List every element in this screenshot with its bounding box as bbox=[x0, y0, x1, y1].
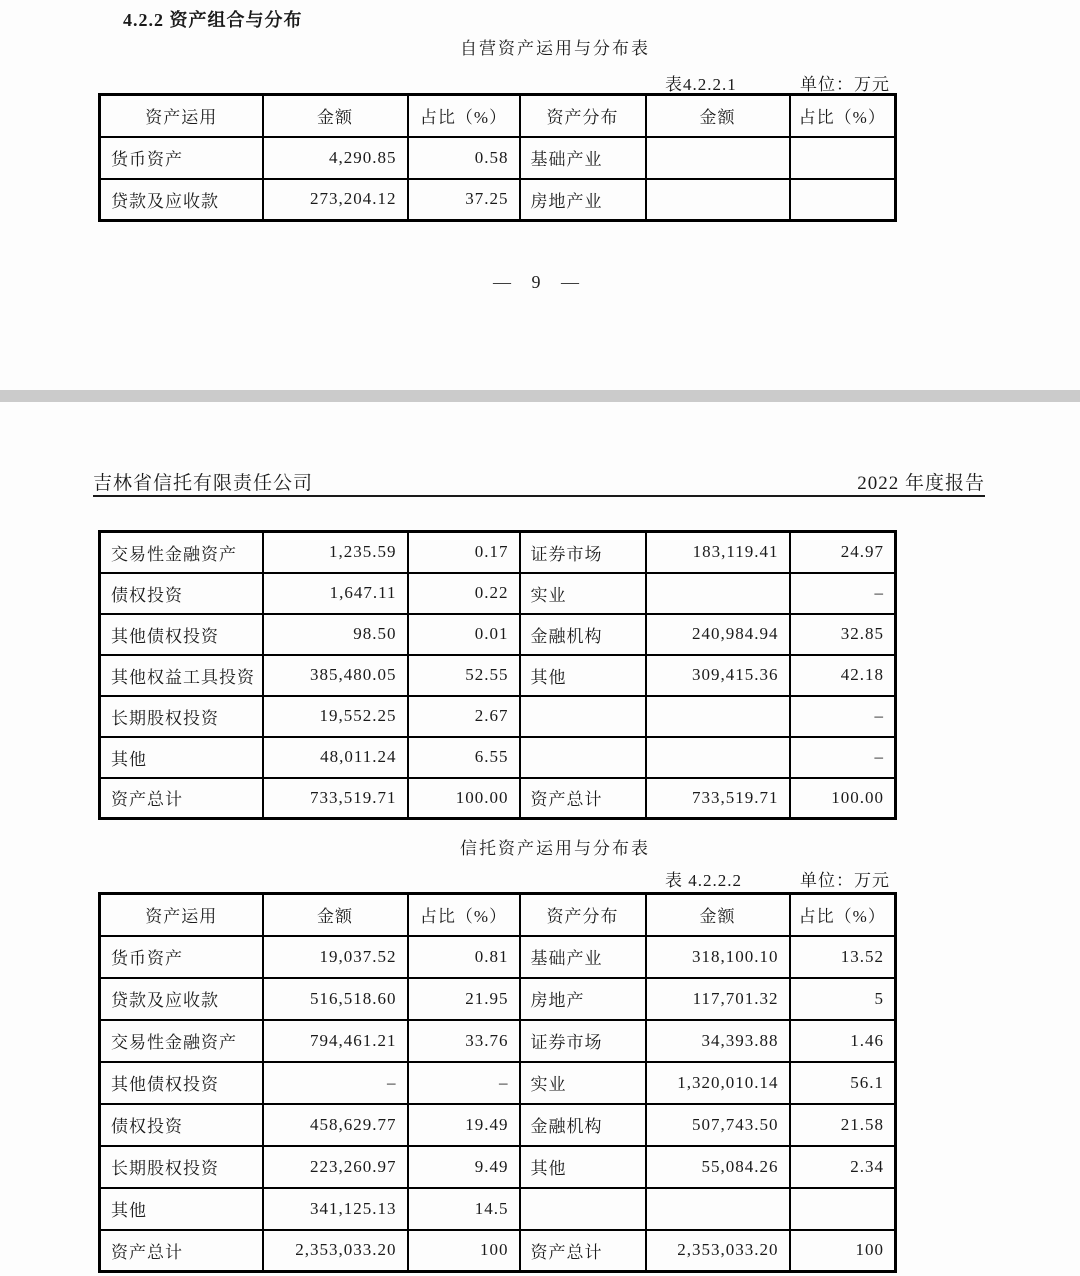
category-cell: 实业 bbox=[520, 1062, 646, 1104]
table-row bbox=[100, 936, 896, 978]
column-header: 占比（%） bbox=[408, 894, 520, 936]
value-cell: 117,701.32 bbox=[646, 978, 790, 1020]
table1-label-row bbox=[98, 70, 894, 94]
category-cell: 基础产业 bbox=[520, 137, 646, 179]
value-cell: 794,461.21 bbox=[263, 1020, 408, 1062]
table-row bbox=[100, 696, 896, 737]
table-row bbox=[100, 1188, 896, 1230]
value-cell: 21.95 bbox=[408, 978, 520, 1020]
value-cell: – bbox=[790, 696, 896, 737]
table-row bbox=[100, 655, 896, 696]
category-cell bbox=[520, 737, 646, 778]
table-row bbox=[100, 1146, 896, 1188]
value-cell: 19,037.52 bbox=[263, 936, 408, 978]
category-cell: 其他债权投资 bbox=[100, 1062, 263, 1104]
category-cell: 证券市场 bbox=[520, 532, 646, 573]
value-cell: 2.67 bbox=[408, 696, 520, 737]
table2-unit-label: 单位：万元 bbox=[800, 871, 890, 890]
page-break-divider bbox=[0, 390, 1080, 402]
value-cell: 223,260.97 bbox=[263, 1146, 408, 1188]
category-cell: 长期股权投资 bbox=[100, 1146, 263, 1188]
column-header: 金额 bbox=[263, 894, 408, 936]
value-cell: 9.49 bbox=[408, 1146, 520, 1188]
value-cell: 2,353,033.20 bbox=[646, 1230, 790, 1272]
table-row bbox=[100, 1104, 896, 1146]
value-cell: 733,519.71 bbox=[263, 778, 408, 819]
category-cell: 其他 bbox=[100, 737, 263, 778]
table-row bbox=[100, 137, 896, 179]
value-cell: 42.18 bbox=[790, 655, 896, 696]
column-header: 占比（%） bbox=[790, 894, 896, 936]
value-cell: 183,119.41 bbox=[646, 532, 790, 573]
column-header: 资产运用 bbox=[100, 95, 263, 137]
trust-assets-table bbox=[98, 892, 897, 1273]
category-cell: 交易性金融资产 bbox=[100, 1020, 263, 1062]
table-row bbox=[100, 1020, 896, 1062]
category-cell bbox=[520, 696, 646, 737]
value-cell: 100 bbox=[790, 1230, 896, 1272]
column-header: 金额 bbox=[263, 95, 408, 137]
table-row bbox=[100, 1062, 896, 1104]
column-header: 金额 bbox=[646, 95, 790, 137]
value-cell: 733,519.71 bbox=[646, 778, 790, 819]
value-cell: 19,552.25 bbox=[263, 696, 408, 737]
value-cell: 21.58 bbox=[790, 1104, 896, 1146]
category-cell: 贷款及应收款 bbox=[100, 978, 263, 1020]
category-cell: 证券市场 bbox=[520, 1020, 646, 1062]
value-cell: 341,125.13 bbox=[263, 1188, 408, 1230]
category-cell: 其他 bbox=[520, 655, 646, 696]
company-name: 吉林省信托有限责任公司 bbox=[93, 473, 314, 494]
report-title: 2022 年度报告 bbox=[857, 473, 985, 494]
value-cell: 1.46 bbox=[790, 1020, 896, 1062]
value-cell: – bbox=[790, 573, 896, 614]
table-row bbox=[100, 573, 896, 614]
table-row bbox=[100, 179, 896, 221]
value-cell: 56.1 bbox=[790, 1062, 896, 1104]
table1-title: 自营资产运用与分布表 bbox=[460, 39, 650, 58]
header-row bbox=[100, 95, 896, 137]
category-cell: 债权投资 bbox=[100, 1104, 263, 1146]
category-cell: 资产总计 bbox=[520, 778, 646, 819]
value-cell: 52.55 bbox=[408, 655, 520, 696]
value-cell: 4,290.85 bbox=[263, 137, 408, 179]
category-cell: 金融机构 bbox=[520, 614, 646, 655]
self-operated-assets-table-continuation bbox=[98, 530, 897, 820]
value-cell bbox=[646, 137, 790, 179]
table1-unit-label: 单位：万元 bbox=[800, 75, 890, 94]
value-cell: 55,084.26 bbox=[646, 1146, 790, 1188]
value-cell: 273,204.12 bbox=[263, 179, 408, 221]
category-cell: 货币资产 bbox=[100, 137, 263, 179]
category-cell: 实业 bbox=[520, 573, 646, 614]
value-cell bbox=[646, 696, 790, 737]
column-header: 资产分布 bbox=[520, 894, 646, 936]
category-cell: 资产总计 bbox=[520, 1230, 646, 1272]
value-cell: 19.49 bbox=[408, 1104, 520, 1146]
value-cell: 385,480.05 bbox=[263, 655, 408, 696]
table-row bbox=[100, 532, 896, 573]
table2-title: 信托资产运用与分布表 bbox=[460, 839, 650, 858]
value-cell: 2,353,033.20 bbox=[263, 1230, 408, 1272]
column-header: 资产分布 bbox=[520, 95, 646, 137]
page-number: — 9 — bbox=[493, 272, 587, 292]
table-row bbox=[100, 978, 896, 1020]
category-cell: 货币资产 bbox=[100, 936, 263, 978]
value-cell: 0.17 bbox=[408, 532, 520, 573]
category-cell: 贷款及应收款 bbox=[100, 179, 263, 221]
value-cell: 309,415.36 bbox=[646, 655, 790, 696]
value-cell: 33.76 bbox=[408, 1020, 520, 1062]
value-cell: 13.52 bbox=[790, 936, 896, 978]
column-header: 金额 bbox=[646, 894, 790, 936]
value-cell: – bbox=[408, 1062, 520, 1104]
table-row bbox=[100, 1230, 896, 1272]
category-cell: 债权投资 bbox=[100, 573, 263, 614]
value-cell: 1,320,010.14 bbox=[646, 1062, 790, 1104]
column-header: 占比（%） bbox=[790, 95, 896, 137]
category-cell: 资产总计 bbox=[100, 778, 263, 819]
value-cell: 32.85 bbox=[790, 614, 896, 655]
category-cell: 其他 bbox=[100, 1188, 263, 1230]
value-cell: 37.25 bbox=[408, 179, 520, 221]
value-cell: 240,984.94 bbox=[646, 614, 790, 655]
value-cell: 5 bbox=[790, 978, 896, 1020]
category-cell: 基础产业 bbox=[520, 936, 646, 978]
value-cell: – bbox=[790, 737, 896, 778]
category-cell: 其他债权投资 bbox=[100, 614, 263, 655]
value-cell bbox=[790, 179, 896, 221]
category-cell: 其他 bbox=[520, 1146, 646, 1188]
running-header bbox=[93, 471, 985, 497]
value-cell: 24.97 bbox=[790, 532, 896, 573]
table1-number-label: 表4.2.2.1 bbox=[665, 75, 737, 94]
value-cell: 458,629.77 bbox=[263, 1104, 408, 1146]
value-cell: 0.22 bbox=[408, 573, 520, 614]
value-cell: 100.00 bbox=[790, 778, 896, 819]
header-row bbox=[100, 894, 896, 936]
table-row bbox=[100, 737, 896, 778]
value-cell bbox=[646, 1188, 790, 1230]
category-cell: 长期股权投资 bbox=[100, 696, 263, 737]
category-cell: 金融机构 bbox=[520, 1104, 646, 1146]
category-cell: 其他权益工具投资 bbox=[100, 655, 263, 696]
value-cell: 0.58 bbox=[408, 137, 520, 179]
value-cell: 48,011.24 bbox=[263, 737, 408, 778]
value-cell: 507,743.50 bbox=[646, 1104, 790, 1146]
section-heading: 4.2.2 资产组合与分布 bbox=[123, 10, 303, 30]
value-cell: 1,647.11 bbox=[263, 573, 408, 614]
value-cell bbox=[646, 573, 790, 614]
value-cell: 1,235.59 bbox=[263, 532, 408, 573]
table-row bbox=[100, 778, 896, 819]
value-cell: – bbox=[263, 1062, 408, 1104]
value-cell bbox=[646, 179, 790, 221]
value-cell: 2.34 bbox=[790, 1146, 896, 1188]
value-cell bbox=[646, 737, 790, 778]
table-row bbox=[100, 614, 896, 655]
category-cell: 资产总计 bbox=[100, 1230, 263, 1272]
value-cell bbox=[790, 137, 896, 179]
value-cell: 318,100.10 bbox=[646, 936, 790, 978]
value-cell: 0.01 bbox=[408, 614, 520, 655]
value-cell bbox=[790, 1188, 896, 1230]
value-cell: 6.55 bbox=[408, 737, 520, 778]
self-operated-assets-table bbox=[98, 93, 897, 222]
value-cell: 98.50 bbox=[263, 614, 408, 655]
category-cell: 房地产业 bbox=[520, 179, 646, 221]
table2-number-label: 表 4.2.2.2 bbox=[665, 871, 742, 890]
value-cell: 100.00 bbox=[408, 778, 520, 819]
category-cell bbox=[520, 1188, 646, 1230]
category-cell: 房地产 bbox=[520, 978, 646, 1020]
value-cell: 100 bbox=[408, 1230, 520, 1272]
value-cell: 14.5 bbox=[408, 1188, 520, 1230]
column-header: 资产运用 bbox=[100, 894, 263, 936]
table2-label-row bbox=[98, 866, 894, 890]
category-cell: 交易性金融资产 bbox=[100, 532, 263, 573]
column-header: 占比（%） bbox=[408, 95, 520, 137]
value-cell: 0.81 bbox=[408, 936, 520, 978]
value-cell: 34,393.88 bbox=[646, 1020, 790, 1062]
value-cell: 516,518.60 bbox=[263, 978, 408, 1020]
